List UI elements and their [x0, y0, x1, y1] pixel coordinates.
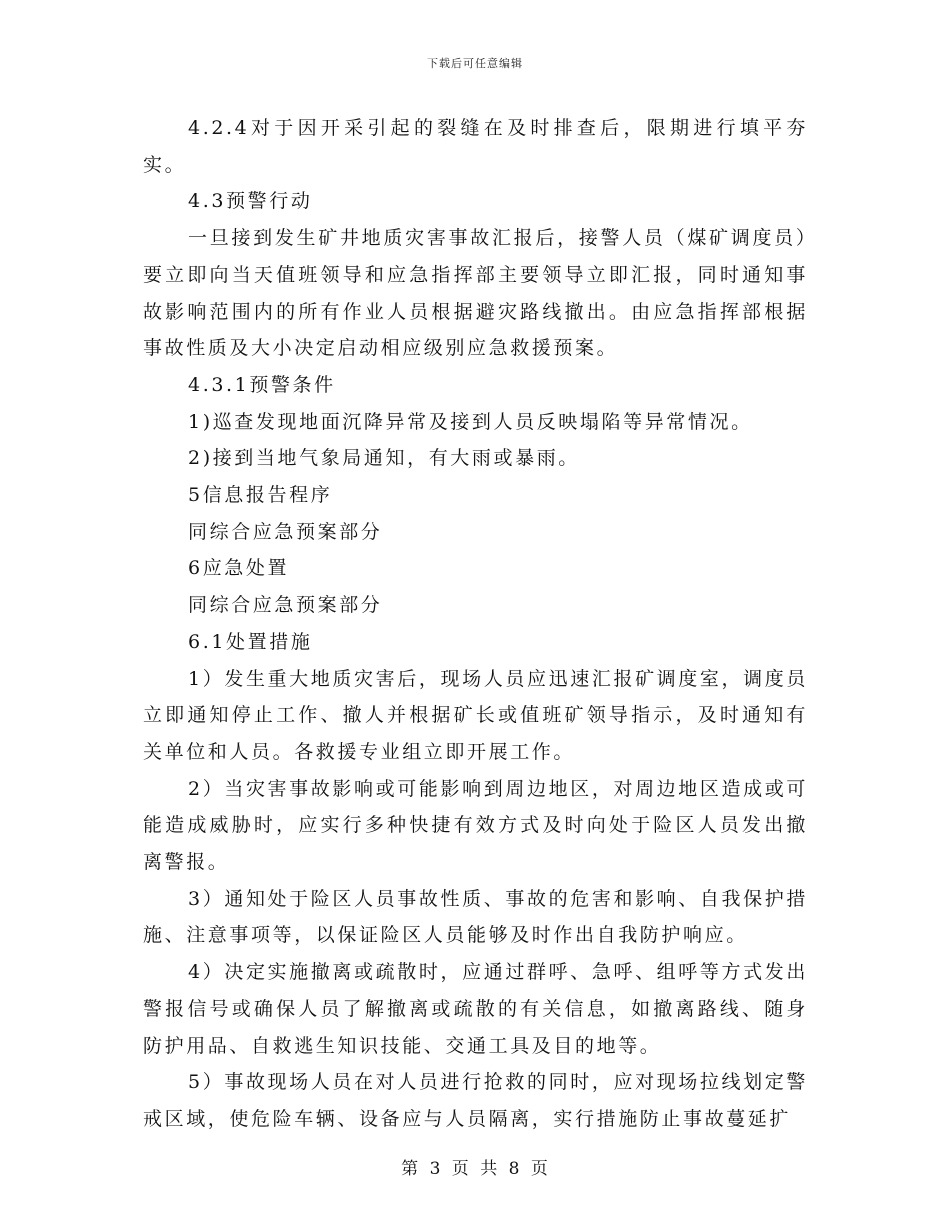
list-item-measure-3: 3）通知处于险区人员事故性质、事故的危害和影响、自我保护措施、注意事项等，以保证险区人员能够及时作出自我防护响应。	[143, 887, 808, 947]
document-body	[143, 110, 808, 1138]
paragraph-same-as-plan-2: 同综合应急预案部分	[188, 594, 383, 617]
list-item-measure-2: 2）当灾害事故影响或可能影响到周边地区，对周边地区造成或可能造成威胁时，应实行多种快捷有效方式及时向处于险区人员发出撤离警报。	[143, 777, 808, 874]
list-item-measure-1: 1）发生重大地质灾害后，现场人员应迅速汇报矿调度室，调度员立即通知停止工作、撤人并根据矿长或值班矿领导指示，及时通知有关单位和人员。各救援专业组立即开展工作。	[143, 667, 808, 763]
page-header-note: 下载后可任意编辑	[427, 57, 523, 70]
heading-4-3-1: 4.3.1预警条件	[188, 373, 336, 396]
paragraph-4-2-4: 4.2.4对于因开采引起的裂缝在及时排查后，限期进行填平夯实。	[143, 117, 808, 176]
list-item-measure-4: 4）决定实施撤离或疏散时，应通过群呼、急呼、组呼等方式发出警报信号或确保人员了解撤离或疏散的有关信息，如撤离路线、随身防护用品、自救逃生知识技能、交通工具及目的地等。	[143, 961, 808, 1057]
heading-5: 5信息报告程序	[188, 484, 333, 507]
paragraph-same-as-plan-1: 同综合应急预案部分	[188, 520, 383, 543]
heading-6: 6应急处置	[188, 557, 290, 580]
list-item-warning-2: 2)接到当地气象局通知，有大雨或暴雨。	[188, 447, 580, 470]
page-number: 第 3 页 共 8 页	[401, 1159, 549, 1179]
heading-6-1: 6.1处置措施	[188, 630, 313, 653]
list-item-warning-1: 1)巡查发现地面沉降异常及接到人员反映塌陷等异常情况。	[188, 410, 753, 433]
heading-4-3: 4.3预警行动	[188, 190, 313, 213]
list-item-measure-5: 5）事故现场人员在对人员进行抢救的同时，应对现场拉线划定警戒区域，使危险车辆、设备应与人员隔离，实行措施防止事故蔓延扩	[143, 1071, 808, 1130]
paragraph-warning-action: 一旦接到发生矿井地质灾害事故汇报后，接警人员（煤矿调度员）要立即向当天值班领导和应急指挥部主要领导立即汇报，同时通知事故影响范围内的所有作业人员根据避灾路线撤出。由应急指挥部根据事故性质及大小决定启动相应级别应急救援预案。	[143, 227, 808, 360]
